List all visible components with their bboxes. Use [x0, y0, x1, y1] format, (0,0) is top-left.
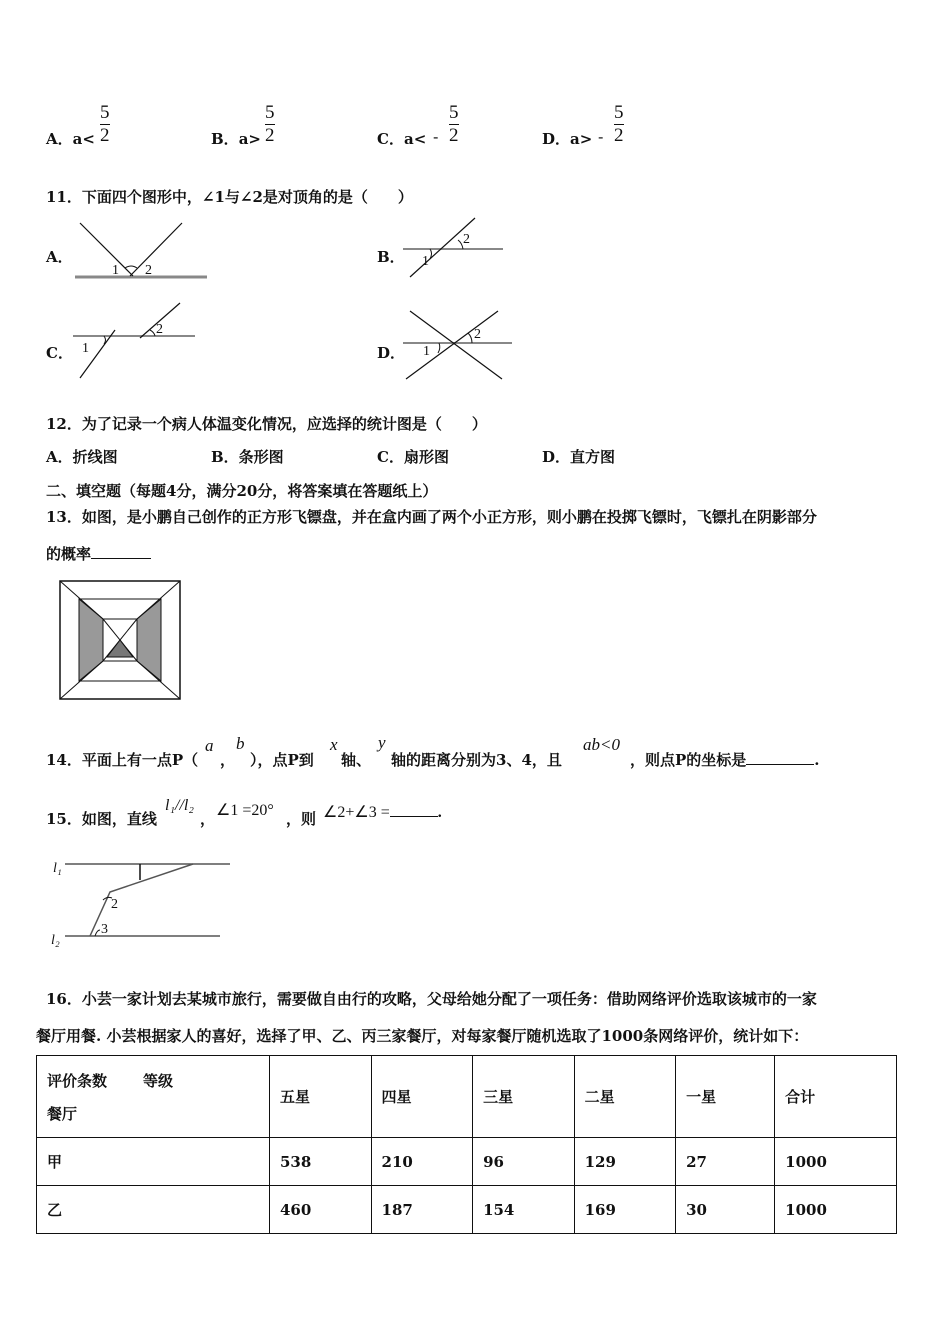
angle-arc	[95, 930, 100, 936]
q15-angle-given: ∠1 =20°	[216, 802, 274, 819]
data-cell: 538	[270, 1138, 372, 1186]
angle-arc	[438, 343, 440, 353]
q14-part5	[630, 749, 820, 770]
q14-part3: 轴、	[341, 751, 372, 769]
data-cell: 96	[473, 1138, 575, 1186]
q14-end: .	[814, 751, 820, 769]
q15-part3: ，则	[286, 810, 317, 828]
angle-label-2: 2	[156, 322, 163, 337]
q13-dartboard-figure	[58, 579, 183, 702]
label-l2: l₂	[51, 933, 60, 948]
header-cell: 五星	[270, 1056, 372, 1138]
header-cell: 二星	[574, 1056, 676, 1138]
q10-option-d[interactable]	[542, 128, 592, 149]
fraction-denominator: 2	[614, 125, 624, 146]
q15-expression	[323, 802, 442, 822]
q11-figure-a[interactable]	[70, 220, 210, 285]
data-cell: 210	[371, 1138, 473, 1186]
data-cell: 1000	[775, 1186, 897, 1234]
q11-figure-d[interactable]	[400, 305, 515, 385]
answer-blank[interactable]	[390, 816, 438, 817]
angle-label-3: 3	[101, 922, 108, 937]
q10-option-a-fraction	[100, 102, 110, 147]
q15-end: .	[437, 804, 442, 821]
option-relation: >	[579, 130, 593, 148]
q12-option-d[interactable]: D．直方图	[542, 448, 616, 466]
data-cell: 1000	[775, 1138, 897, 1186]
angle-label-2: 2	[463, 232, 470, 247]
table-row	[37, 1138, 897, 1186]
q14-var-x: x	[330, 735, 338, 754]
option-letter: B．	[211, 130, 239, 148]
option-relation: <	[413, 130, 427, 148]
row-name-cell: 乙	[37, 1186, 270, 1234]
fraction-denominator: 2	[100, 125, 110, 146]
corner-bottom: 餐厅	[47, 1104, 78, 1123]
option-var: a	[570, 130, 580, 148]
label-l1: l₁	[53, 861, 62, 876]
q15-part2: ，	[200, 810, 216, 828]
fraction-denominator: 2	[449, 125, 459, 146]
q11-option-b-label[interactable]: B．	[377, 248, 405, 266]
q12-option-b[interactable]: B．条形图	[211, 448, 284, 466]
q12-option-a[interactable]: A．折线图	[46, 448, 118, 466]
q11-option-d-label[interactable]: D．	[377, 344, 406, 362]
angle-label-2: 2	[111, 897, 118, 912]
q14-var-b: b	[236, 734, 245, 753]
option-var: a	[403, 130, 414, 148]
q11-option-c-label[interactable]: C．	[46, 344, 73, 362]
fraction-numerator: 5	[449, 102, 459, 123]
q15-expr-text: ∠2+∠3 =	[323, 804, 390, 821]
q10-option-b[interactable]	[211, 128, 261, 149]
option-var: a	[72, 130, 83, 148]
table-row	[37, 1186, 897, 1234]
q10-option-a[interactable]	[46, 128, 95, 149]
angle-arc	[104, 336, 106, 344]
ratings-table	[36, 1055, 897, 1234]
q14-text: ，则点P的坐标是	[630, 751, 747, 769]
corner-top-left: 评价条数	[47, 1071, 108, 1090]
option-letter: D．	[542, 130, 571, 148]
angle-label-2: 2	[145, 263, 152, 278]
corner-top	[47, 1070, 259, 1091]
q14-part2: ），点P到	[250, 751, 314, 769]
table-header-row	[37, 1056, 897, 1138]
q16-line2: 餐厅用餐. 小芸根据家人的喜好，选择了甲、乙、丙三家餐厅，对每家餐厅随机选取了1000条网络评价，统计如下：	[36, 1027, 809, 1045]
q14-var-a: a	[205, 736, 214, 755]
section-heading: 二、填空题（每题4分，满分20分，将答案填在答题纸上）	[46, 482, 438, 500]
q10-option-c[interactable]	[377, 128, 426, 149]
corner-top-right: 等级	[143, 1071, 174, 1090]
q10-option-d-sign: -	[598, 127, 604, 146]
data-cell: 27	[676, 1138, 775, 1186]
q16-line1: 16．小芸一家计划去某城市旅行，需要做自由行的攻略，父母给她分配了一项任务：借助网络评价选取该城市的一家	[46, 990, 817, 1008]
q12-option-c[interactable]: C．扇形图	[377, 448, 449, 466]
q11-option-a-label[interactable]: A．	[46, 248, 73, 266]
q14-comma: ，	[220, 751, 236, 769]
q14-var-y: y	[378, 733, 386, 752]
option-letter: A．	[46, 130, 73, 148]
header-cell: 合计	[775, 1056, 897, 1138]
angle-label-2: 2	[474, 327, 481, 342]
fraction-numerator: 5	[614, 102, 624, 123]
data-cell: 187	[371, 1186, 473, 1234]
q15-part1: 15．如图，直线	[46, 810, 157, 828]
fraction-numerator: 5	[265, 102, 275, 123]
line-ascending	[406, 311, 498, 379]
q11-figure-c[interactable]	[70, 300, 200, 380]
header-cell: 一星	[676, 1056, 775, 1138]
angle-label-1: 1	[423, 344, 430, 359]
option-letter: C．	[377, 130, 404, 148]
q10-option-c-sign: -	[433, 127, 439, 146]
option-relation: >	[248, 130, 261, 148]
data-cell: 129	[574, 1138, 676, 1186]
option-var: a	[238, 130, 249, 148]
angle-label-1: 1	[112, 263, 119, 278]
q10-option-c-fraction	[449, 102, 459, 147]
slant-line-right	[130, 223, 182, 276]
data-cell: 154	[473, 1186, 575, 1234]
q14-part4: 轴的距离分别为3、4，且	[391, 751, 562, 769]
fraction-denominator: 2	[265, 125, 275, 146]
q13-line2	[46, 543, 151, 564]
q11-stem: 11．下面四个图形中，∠1与∠2是对顶角的是（ ）	[46, 188, 413, 206]
q15-figure	[45, 852, 235, 948]
q13-line1: 13．如图，是小鹏自己创作的正方形飞镖盘，并在盒内画了两个小正方形，则小鹏在投掷飞镖时，飞镖扎在阴影部分	[46, 508, 817, 526]
data-cell: 460	[270, 1186, 372, 1234]
header-cell: 四星	[371, 1056, 473, 1138]
row-name-cell: 甲	[37, 1138, 270, 1186]
angle-label-1: 1	[422, 254, 429, 269]
fraction-numerator: 5	[100, 102, 110, 123]
angle-arc	[125, 266, 137, 268]
q15-parallel: l₁//l₂	[165, 797, 194, 814]
q13-text: 的概率	[46, 545, 92, 563]
q11-figure-b[interactable]	[400, 215, 510, 280]
q14-condition: ab<0	[583, 735, 620, 754]
answer-blank[interactable]	[91, 558, 151, 559]
q12-stem: 12．为了记录一个病人体温变化情况，应选择的统计图是（ ）	[46, 415, 487, 433]
angle-label-1: 1	[82, 341, 89, 356]
header-cell: 三星	[473, 1056, 575, 1138]
q10-option-b-fraction	[265, 102, 275, 147]
q14-part1: 14．平面上有一点P（	[46, 751, 199, 769]
transversal-line	[410, 218, 475, 277]
angle-arc	[468, 333, 472, 343]
option-relation: <	[82, 130, 95, 148]
answer-blank[interactable]	[746, 764, 814, 765]
data-cell: 30	[676, 1186, 775, 1234]
q10-option-d-fraction	[614, 102, 624, 147]
corner-cell	[37, 1056, 270, 1138]
data-cell: 169	[574, 1186, 676, 1234]
